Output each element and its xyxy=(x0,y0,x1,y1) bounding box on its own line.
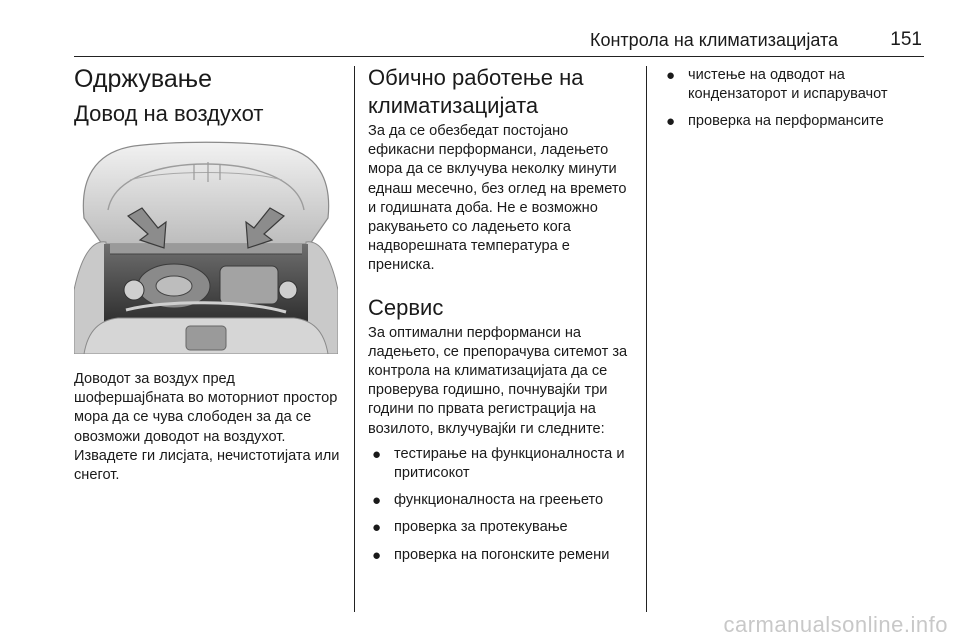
column-divider-left xyxy=(354,66,355,612)
air-intake-heading: Довод на воздухот xyxy=(74,101,264,126)
service-text: За оптимални перформанси на ладењето, се препорачува ситемот за контрола на климатизацијата да се проверува годишно, почнувајќи три години по првата регистрација на возилото, вклучувајќи ги следните: xyxy=(368,324,628,437)
bullet-icon: ● xyxy=(372,546,382,564)
middle-column xyxy=(368,64,636,573)
list-item: ● проверка на перформансите xyxy=(666,113,884,131)
list-item: ● чистење на одводот на кондензаторот и испарувачот xyxy=(666,67,888,103)
regular-operation-text: За да се обезбедат постојано ефикасни перформанси, ладењето мора да се вклучува неколку минути еднаш месечно, без оглед на времето и годишната доба. Не е возможно ракувањето со ладењето кога надворешната температура е прениска. xyxy=(368,123,627,274)
list-item: ● проверка за протекување xyxy=(372,519,568,537)
engine-bay-illustration xyxy=(74,140,338,354)
page-header-title: Контрола на климатизацијата xyxy=(590,30,838,50)
regular-operation-heading: Обично работење на климатизацијата xyxy=(368,65,584,118)
list-item: ● тестирање на функционалноста и притисокот xyxy=(372,445,625,482)
service-checklist-continued xyxy=(662,66,924,132)
bullet-icon: ● xyxy=(372,519,382,537)
maintenance-heading: Одржување xyxy=(74,65,213,93)
bullet-icon: ● xyxy=(372,492,382,510)
page-number: 151 xyxy=(890,29,922,50)
left-column xyxy=(74,64,346,485)
service-heading: Сервис xyxy=(368,294,444,320)
header-rule xyxy=(74,56,924,57)
bullet-icon: ● xyxy=(666,67,676,84)
air-intake-caption: Доводот за воздух пред шофершајбната во моторниот простор мора да се чува слободен за да се овозможи доводот на воздухот. Извадете ги лисјата, нечистотијата или снегот. xyxy=(74,371,340,484)
column-divider-right xyxy=(646,66,647,612)
list-item: ● проверка на погонските ремени xyxy=(372,546,610,564)
right-column xyxy=(662,64,924,140)
service-checklist xyxy=(368,445,636,565)
bullet-icon: ● xyxy=(666,113,676,131)
list-item: ● функционалноста на греењето xyxy=(372,492,604,510)
bullet-icon: ● xyxy=(372,445,382,463)
watermark: carmanualsonline.info xyxy=(723,612,948,637)
